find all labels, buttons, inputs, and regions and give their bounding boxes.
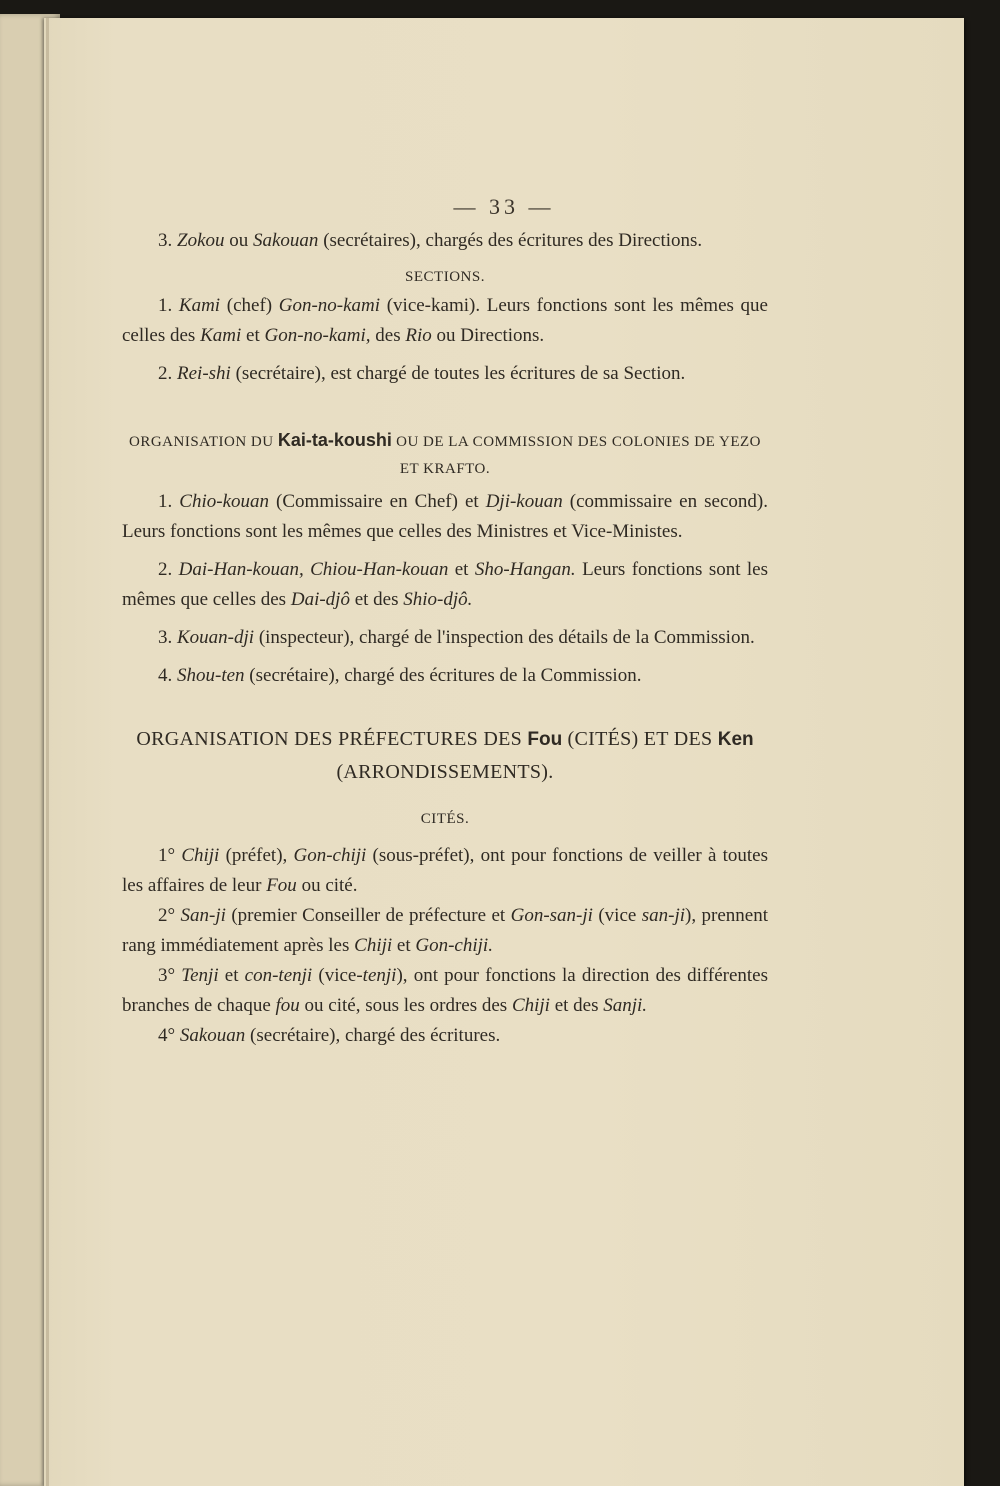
heading-prefectures: ORGANISATION DES PRÉFECTURES DES Fou (CITÉS) ET DES Ken (ARRONDISSEMENTS). xyxy=(136,728,754,783)
paragraph-kami: 1. Kami (chef) Gon-no-kami (vice-kami). Leurs fonctions sont les mêmes que celles des Kami et Gon-no-kami, des Rio ou Directions. xyxy=(122,295,768,346)
paragraph-san-ji: 2° San-ji (premier Conseiller de préfecture et Gon-san-ji (vice san-ji), prennent rang immédiatement après les Chiji et Gon-chiji. xyxy=(122,905,769,956)
paragraph-tenji: 3° Tenji et con-tenji (vice-tenji), ont pour fonctions la direction des différentes branches de chaque fou ou cité, sous les ordres des Chiji et des Sanji. xyxy=(122,965,768,1016)
paragraph-reishi: 2. Rei-shi (secrétaire), est chargé de toutes les écritures de sa Section. xyxy=(158,363,686,384)
paragraph-sakouan: 4° Sakouan (secrétaire), chargé des écritures. xyxy=(158,1025,501,1046)
page-number: — 33 — xyxy=(453,194,555,219)
paragraph-kouan-dji: 3. Kouan-dji (inspecteur), chargé de l'inspection des détails de la Commission. xyxy=(158,627,755,648)
heading-kaitakoushi: ORGANISATION DU Kai-ta-koushi OU DE LA COMMISSION DES COLONIES DE YEZO ET KRAFTO. xyxy=(129,430,761,477)
page-text xyxy=(122,226,768,1051)
paragraph-shou-ten: 4. Shou-ten (secrétaire), chargé des écritures de la Commission. xyxy=(158,665,642,686)
heading-cites: CITÉS. xyxy=(420,811,470,827)
paragraph-chio-kouan: 1. Chio-kouan (Commissaire en Chef) et Dji-kouan (commissaire en second). Leurs fonctions sont les mêmes que celles des Ministres et Vice-Ministes. xyxy=(122,491,768,542)
heading-sections: SECTIONS. xyxy=(405,269,485,285)
paragraph-zokou: 3. Zokou ou Sakouan (secrétaires), chargés des écritures des Directions. xyxy=(158,230,703,251)
paragraph-dai-han-kouan: 2. Dai-Han-kouan, Chiou-Han-kouan et Sho-Hangan. Leurs fonctions sont les mêmes que celles des Dai-djô et des Shio-djô. xyxy=(122,559,768,610)
paragraph-chiji: 1° Chiji (préfet), Gon-chiji (sous-préfet), ont pour fonctions de veiller à toutes les affaires de leur Fou ou cité. xyxy=(122,845,768,896)
